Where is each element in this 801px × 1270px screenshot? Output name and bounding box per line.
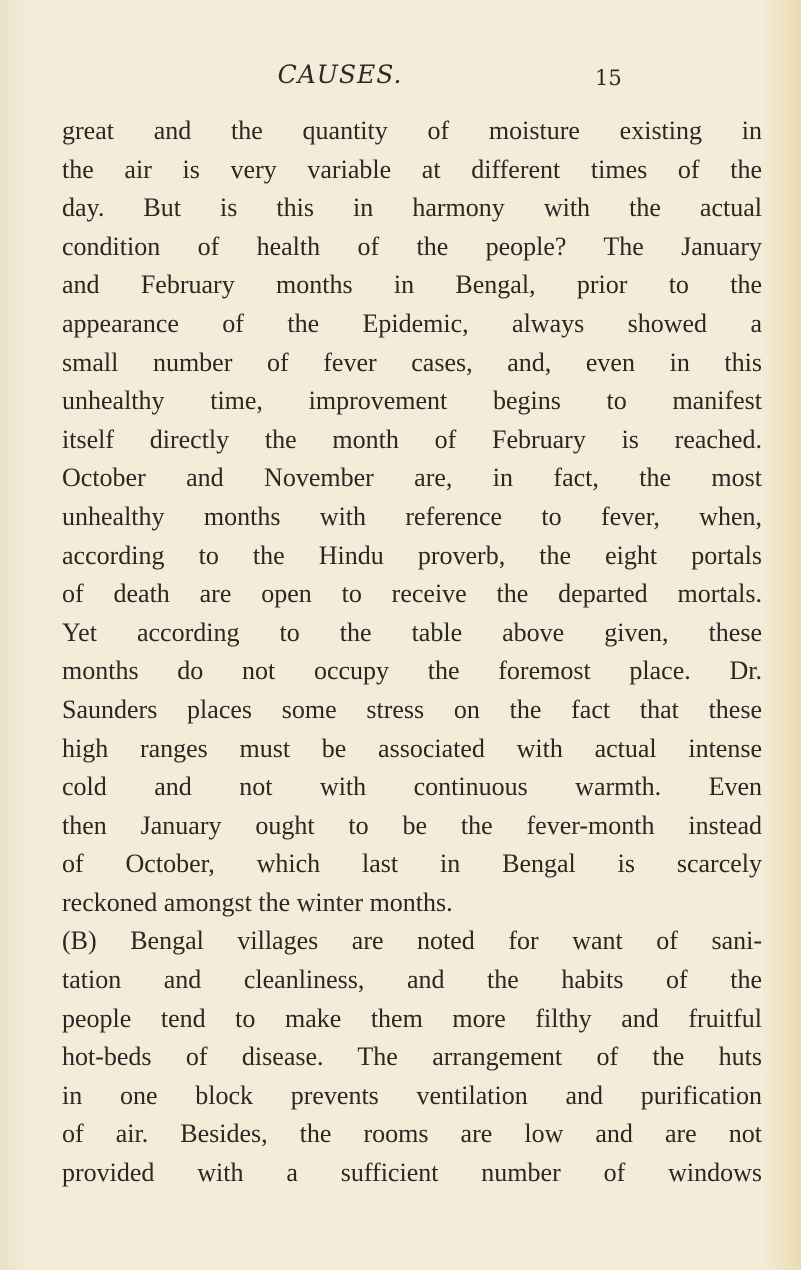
text-line: great and the quantity of moisture existing in	[62, 116, 762, 145]
text-line: cold and not with continuous warmth. Even	[62, 772, 762, 802]
text-line: of air. Besides, the rooms are low and are not	[62, 1119, 762, 1149]
text-line: October and November are, in fact, the most	[62, 463, 762, 493]
text-line: Yet according to the table above given, these	[62, 617, 762, 647]
running-head	[0, 60, 801, 100]
body-text	[62, 112, 762, 1193]
text-line: according to the Hindu proverb, the eight portals	[62, 540, 762, 570]
text-line: unhealthy time, improvement begins to manifest	[62, 386, 762, 416]
page-number: 15	[595, 66, 622, 90]
text-line: hot-beds of disease. The arrangement of the huts	[62, 1042, 762, 1072]
text-line: itself directly the month of February is reached.	[62, 424, 762, 454]
text-line: tation and cleanliness, and the habits of the	[62, 965, 762, 995]
text-line: of October, which last in Bengal is scarcely	[62, 849, 762, 879]
text-line: months do not occupy the foremost place. Dr.	[62, 656, 762, 686]
text-line: provided with a sufficient number of windows	[62, 1158, 762, 1188]
text-line: of death are open to receive the departed mortals.	[62, 579, 762, 609]
text-line: and February months in Bengal, prior to the	[62, 270, 762, 300]
text-line: then January ought to be the fever-month instead	[62, 810, 762, 840]
text-line: the air is very variable at different times of the	[62, 154, 762, 184]
text-line: day. But is this in harmony with the actual	[62, 193, 762, 223]
text-line: people tend to make them more filthy and fruitful	[62, 1003, 762, 1033]
text-line: Saunders places some stress on the fact that these	[62, 694, 762, 724]
text-line: appearance of the Epidemic, always showed a	[62, 308, 762, 338]
text-line: unhealthy months with reference to fever, when,	[62, 501, 762, 531]
paragraph-end-line: reckoned amongst the winter months.	[62, 887, 453, 917]
text-line: condition of health of the people? The January	[62, 231, 762, 261]
text-line: in one block prevents ventilation and purification	[62, 1080, 762, 1110]
text-line: small number of fever cases, and, even in this	[62, 347, 762, 377]
running-title: CAUSES.	[277, 60, 403, 89]
text-line: high ranges must be associated with actual intense	[62, 733, 762, 763]
paragraph-start-line: (B) Bengal villages are noted for want of sani-	[62, 926, 762, 956]
